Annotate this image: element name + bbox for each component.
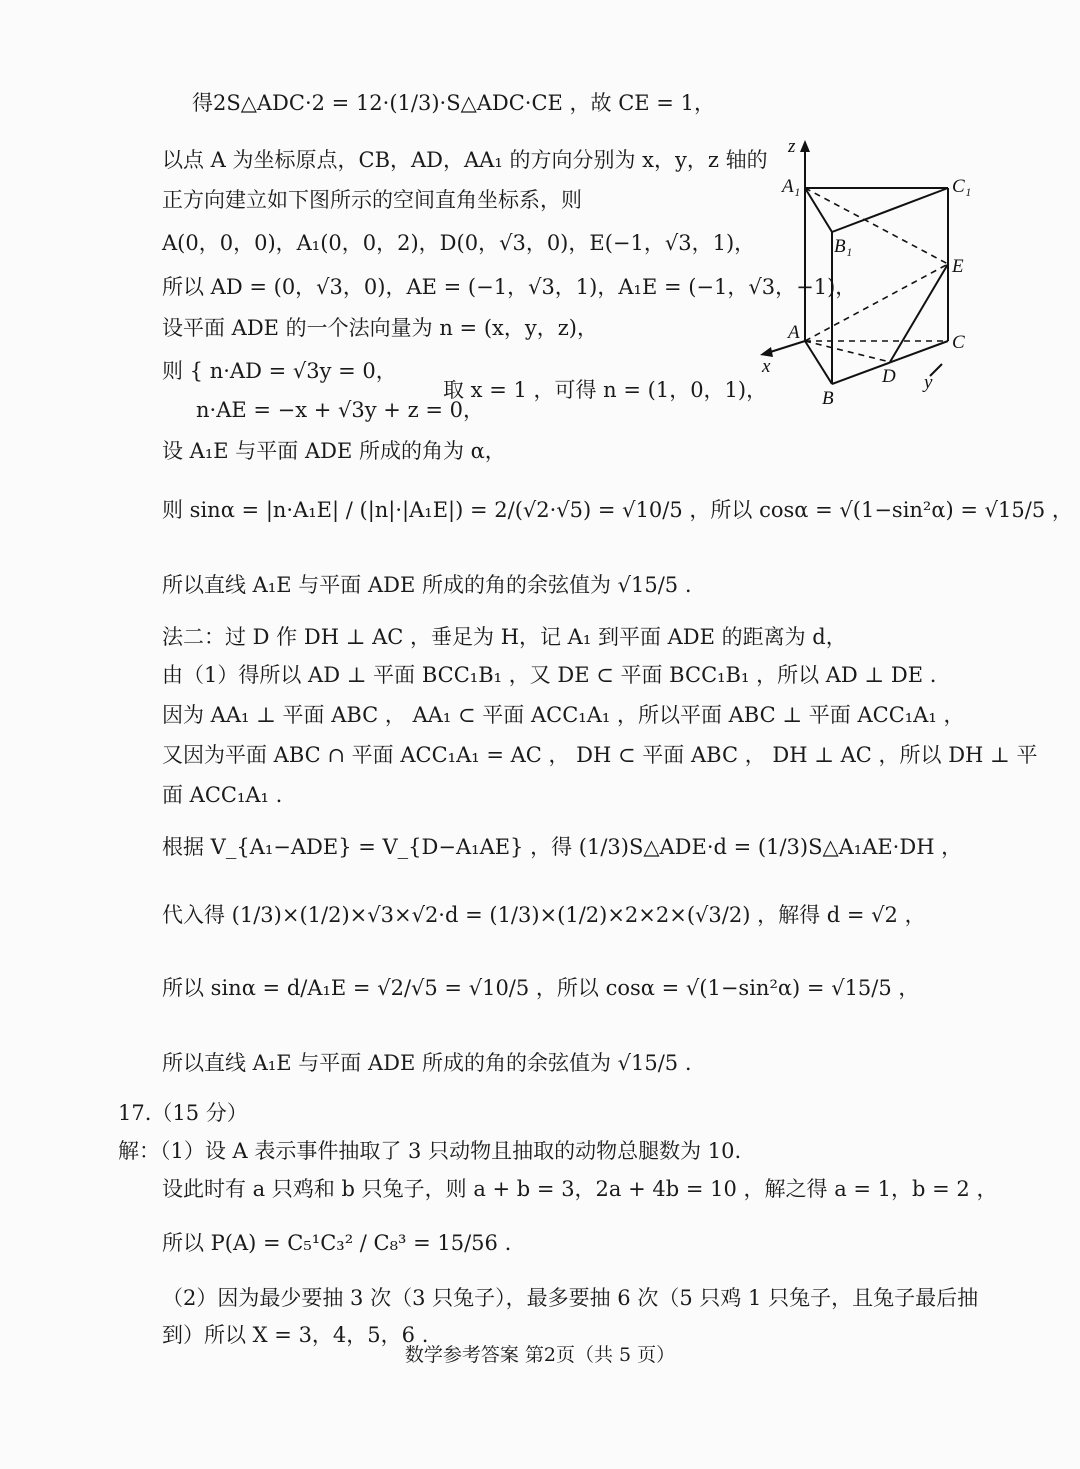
- text-line-l02: 以点 A 为坐标原点，CB，AD，AA₁ 的方向分别为 x，y，z 轴的: [162, 148, 768, 172]
- label-a1: A₁: [782, 176, 801, 197]
- text-line-l20: 所以 sinα = d/A₁E = √2/√5 = √10/5 ，所以 cosα = √(1−sin²α) = √15/5 ，: [162, 976, 920, 1000]
- text-line-l06: 设平面 ADE 的一个法向量为 n = (x，y，z)，: [162, 316, 598, 340]
- text-line-l27: 到）所以 X = 3，4，5，6 .: [162, 1323, 429, 1347]
- text-line-l04: A(0，0，0)，A₁(0，0，2)，D(0，√3，0)，E(−1，√3，1)，: [162, 231, 756, 255]
- label-a: A: [788, 322, 800, 343]
- text-line-l21: 所以直线 A₁E 与平面 ADE 所成的角的余弦值为 √15/5 .: [162, 1051, 692, 1075]
- text-line-l09: 取 x = 1 ，可得 n = (1，0，1)，: [443, 378, 768, 402]
- prism-figure: [752, 136, 992, 416]
- label-y: y: [924, 372, 933, 393]
- text-line-l07: 则 { n·AD = √3y = 0，: [162, 359, 397, 383]
- label-b1: B₁: [834, 236, 853, 257]
- text-line-l16: 又因为平面 ABC ∩ 平面 ACC₁A₁ = AC ， DH ⊂ 平面 ABC ， DH ⊥ AC ，所以 DH ⊥ 平: [162, 743, 1038, 767]
- text-line-l23: 解：（1）设 A 表示事件抽取了 3 只动物且抽取的动物总腿数为 10.: [118, 1139, 742, 1163]
- text-line-l18: 根据 V_{A₁−ADE} = V_{D−A₁AE} ，得 (1/3)S△ADE·d = (1/3)S△A₁AE·DH ，: [162, 835, 963, 859]
- text-line-l01: 得2S△ADC·2 = 12·(1/3)·S△ADC·CE ，故 CE = 1，: [192, 91, 715, 115]
- text-line-l26: （2）因为最少要抽 3 次（3 只兔子），最多要抽 6 次（5 只鸡 1 只兔子，且兔子最后抽: [162, 1286, 979, 1310]
- text-line-l15: 因为 AA₁ ⊥ 平面 ABC ， AA₁ ⊂ 平面 ACC₁A₁ ，所以平面 ABC ⊥ 平面 ACC₁A₁ ，: [162, 703, 965, 727]
- text-line-l13: 法二：过 D 作 DH ⊥ AC ，垂足为 H，记 A₁ 到平面 ADE 的距离为 d，: [162, 625, 847, 649]
- text-line-l24: 设此时有 a 只鸡和 b 只兔子，则 a + b = 3，2a + 4b = 10 ，解之得 a = 1，b = 2 ，: [162, 1177, 998, 1201]
- text-line-l14: 由（1）得所以 AD ⊥ 平面 BCC₁B₁ ，又 DE ⊂ 平面 BCC₁B₁ ，所以 AD ⊥ DE .: [162, 663, 937, 687]
- label-b: B: [822, 388, 834, 409]
- text-line-l03: 正方向建立如下图所示的空间直角坐标系，则: [162, 188, 582, 212]
- label-z: z: [788, 136, 796, 157]
- z-arrow-icon: [800, 140, 810, 152]
- text-line-l22: 17.（15 分）: [118, 1101, 248, 1125]
- text-line-l08: n·AE = −x + √3y + z = 0，: [196, 398, 484, 422]
- label-e: E: [952, 256, 964, 277]
- text-line-l19: 代入得 (1/3)×(1/2)×√3×√2·d = (1/3)×(1/2)×2×2×(√3/2) ，解得 d = √2 ，: [162, 903, 926, 927]
- segment-de: [890, 264, 948, 362]
- text-line-l25: 所以 P(A) = C₅¹C₃² / C₈³ = 15/56 .: [162, 1231, 512, 1255]
- label-c: C: [952, 332, 965, 353]
- text-line-l05: 所以 AD = (0，√3，0)，AE = (−1，√3，1)，A₁E = (−1，√3，−1)，: [162, 275, 857, 299]
- page-footer: 数学参考答案 第2页（共 5 页）: [404, 1344, 676, 1366]
- text-line-l12: 所以直线 A₁E 与平面 ADE 所成的角的余弦值为 √15/5 .: [162, 573, 692, 597]
- label-c1: C₁: [952, 176, 972, 197]
- label-d: D: [882, 366, 896, 387]
- text-line-l11: 则 sinα = |n·A₁E| / (|n|·|A₁E|) = 2/(√2·√5) = √10/5 ，所以 cosα = √(1−sin²α) = √15/5 ，: [162, 498, 1073, 522]
- text-line-l17: 面 ACC₁A₁ .: [162, 783, 283, 807]
- label-x: x: [762, 356, 771, 377]
- edge-b1c1: [832, 188, 948, 232]
- text-line-l10: 设 A₁E 与平面 ADE 所成的角为 α，: [162, 439, 506, 463]
